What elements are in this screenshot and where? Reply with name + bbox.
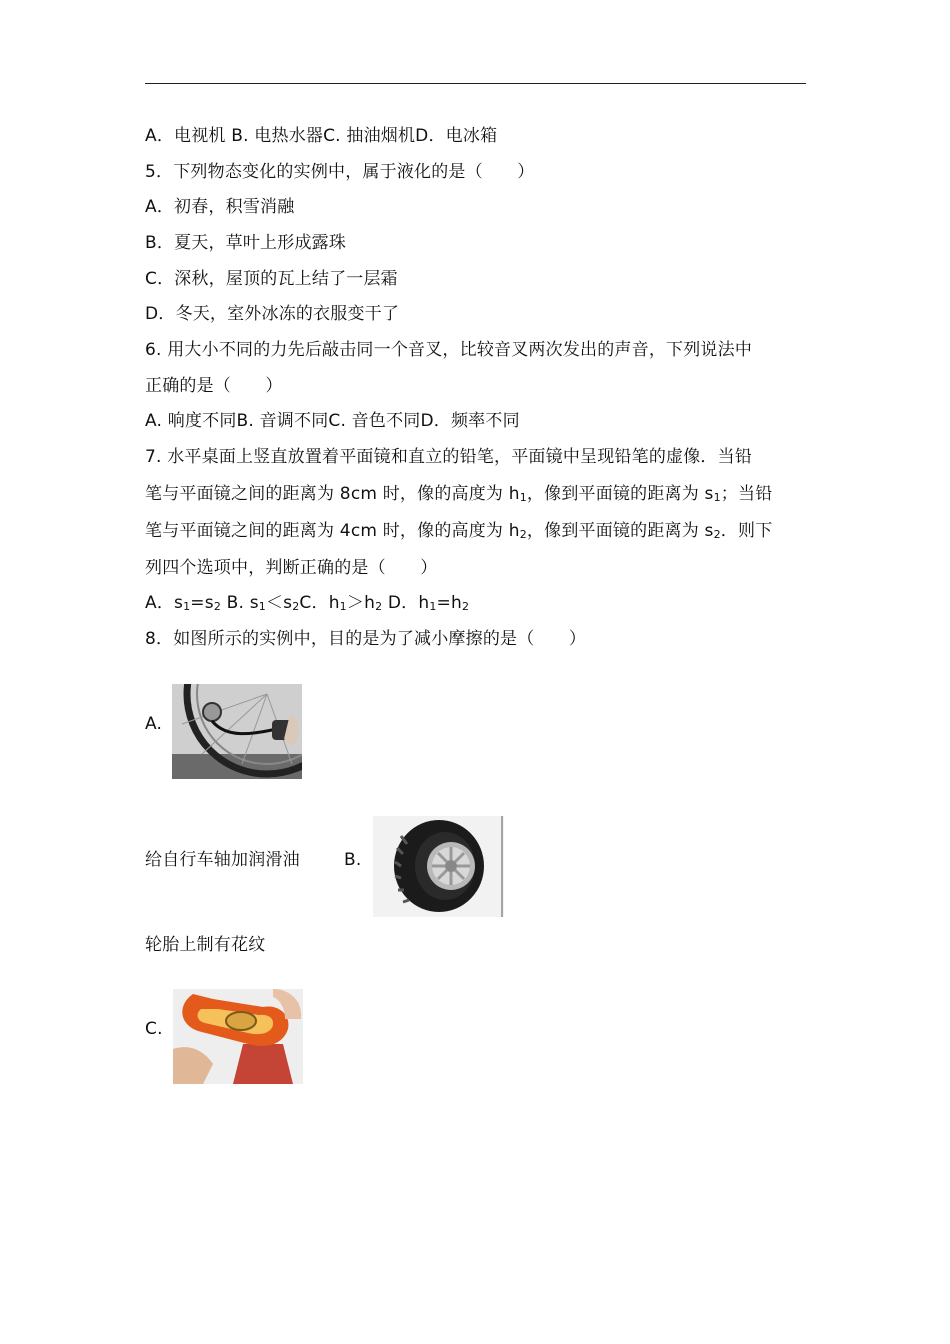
tire-tread-image (373, 816, 504, 917)
q5-option-d: D．冬天，室外冰冻的衣服变干了 (145, 304, 400, 324)
q6-options: A. 响度不同B. 音调不同C. 音色不同D．频率不同 (145, 411, 520, 431)
q7-options: A．$s_1=s_2$ B. $s_1<s_2C$．$h_1>h_2$ D．$h_1=h_2$ (145, 593, 470, 613)
q8-option-a-caption: 给自行车轴加润滑油 (145, 850, 300, 870)
q7-line1: 7. 水平桌面上竖直放置着平面镜和直立的铅笔，平面镜中呈现铅笔的虚像．当铅 (145, 447, 753, 467)
q4-options: A．电视机 B. 电热水器C. 抽油烟机D．电冰箱 (145, 126, 498, 146)
q5-option-b: B．夏天，草叶上形成露珠 (145, 233, 347, 253)
q8-option-b-caption: 轮胎上制有花纹 (145, 935, 266, 955)
bicycle-wheel-lubrication-image (172, 684, 302, 779)
header-rule (145, 83, 806, 84)
q5-option-a: A．初春，积雪消融 (145, 197, 295, 217)
q5-stem: 5．下列物态变化的实例中，属于液化的是（ ） (145, 162, 535, 182)
q7-line4: 列四个选项中，判断正确的是（ ） (145, 558, 438, 578)
q8-option-a-label: A. (145, 714, 163, 734)
q7-line3: 笔与平面镜之间的距离为 4cm 时，像的高度为 $h_2$，像到平面镜的距离为 $s_2$．则下 (145, 521, 773, 541)
q8-option-c-label: C. (145, 1019, 163, 1039)
q6-stem-line1: 6. 用大小不同的力先后敲击同一个音叉，比较音叉两次发出的声音，下列说法中 (145, 340, 753, 360)
q6-stem-line2: 正确的是（ ） (145, 376, 283, 396)
q8-option-b-label: B. (344, 850, 362, 870)
q7-line2: 笔与平面镜之间的距离为 8cm 时，像的高度为 $h_1$，像到平面镜的距离为 $s_1$；当铅 (145, 484, 773, 504)
jar-opener-image (173, 989, 303, 1084)
q5-option-c: C．深秋，屋顶的瓦上结了一层霜 (145, 269, 398, 289)
q8-stem: 8．如图所示的实例中，目的是为了减小摩擦的是（ ） (145, 629, 587, 649)
